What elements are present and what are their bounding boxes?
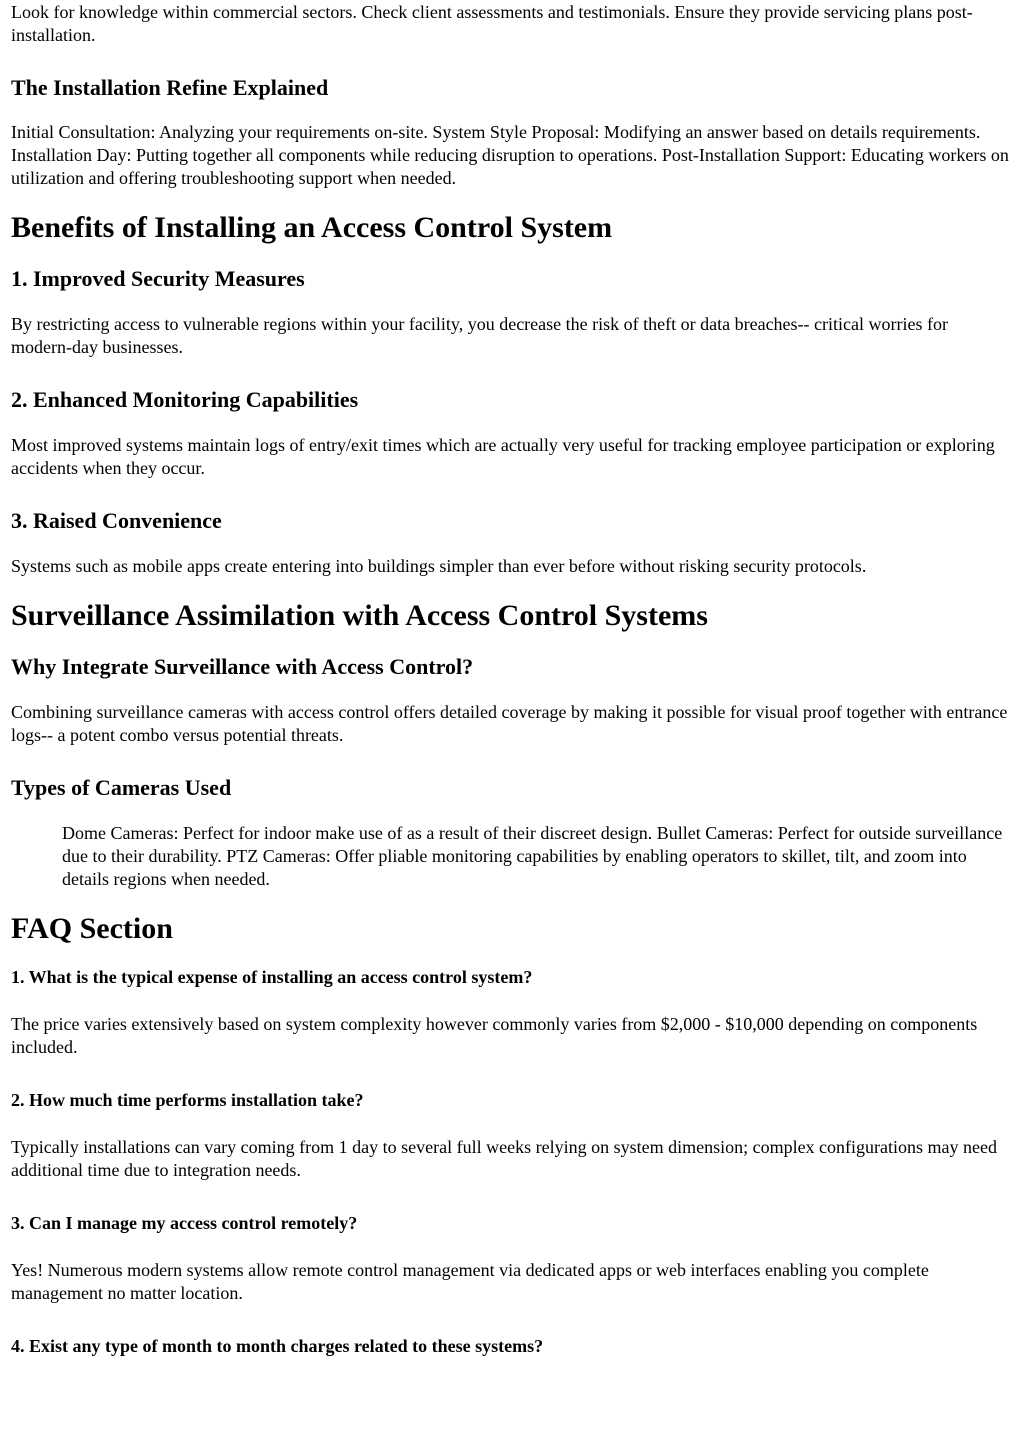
installation-paragraph: Initial Consultation: Analyzing your requirements on-site. System Style Proposal: Modifying an answer based on details requirements. Installation Day: Putting together all components while reducing disruption to operations. Post-Installation Support: Educating workers on utilization and offering troubleshooting support when needed. — [11, 122, 1009, 188]
benefit-3-heading: 3. Raised Convenience — [11, 508, 222, 533]
benefit-2-heading: 2. Enhanced Monitoring Capabilities — [11, 387, 359, 412]
faq-heading: FAQ Section — [11, 912, 173, 945]
benefit-1-paragraph: By restricting access to vulnerable regions within your facility, you decrease the risk of theft or data breaches-- critical worries for modern-day businesses. — [11, 314, 948, 357]
faq-answer-2: Typically installations can vary coming from 1 day to several full weeks relying on system dimension; complex configurations may need additional time due to integration needs. — [11, 1137, 998, 1180]
benefits-heading: Benefits of Installing an Access Control System — [11, 211, 613, 244]
surveillance-why-heading: Why Integrate Surveillance with Access Control? — [11, 654, 474, 679]
faq-answer-1: The price varies extensively based on system complexity however commonly varies from $2,000 - $10,000 depending on components included. — [11, 1014, 978, 1057]
faq-question-1: 1. What is the typical expense of installing an access control system? — [11, 967, 533, 987]
camera-types-quote: Dome Cameras: Perfect for indoor make use of as a result of their discreet design. Bullet Cameras: Perfect for outside surveillance due to their durability. PTZ Cameras: Offer pliable monitoring capabilities by enabling operators to skillet, tilt, and zoom into details regions when needed. — [62, 823, 1003, 889]
benefit-2-paragraph: Most improved systems maintain logs of entry/exit times which are actually very useful for tracking employee participation or exploring accidents when they occur. — [11, 435, 995, 478]
faq-answer-3: Yes! Numerous modern systems allow remote control management via dedicated apps or web interfaces enabling you complete management no matter location. — [11, 1260, 929, 1303]
faq-question-3: 3. Can I manage my access control remotely? — [11, 1213, 358, 1233]
intro-paragraph: Look for knowledge within commercial sectors. Check client assessments and testimonials. Ensure they provide servicing plans post-installation. — [11, 2, 973, 45]
benefit-3-paragraph: Systems such as mobile apps create entering into buildings simpler than ever before without risking security protocols. — [11, 556, 867, 576]
surveillance-heading: Surveillance Assimilation with Access Control Systems — [11, 599, 708, 632]
article-body — [0, 1, 1024, 1357]
installation-heading: The Installation Refine Explained — [11, 75, 329, 100]
camera-types-heading: Types of Cameras Used — [11, 775, 232, 800]
faq-question-2: 2. How much time performs installation take? — [11, 1090, 364, 1110]
faq-question-4: 4. Exist any type of month to month charges related to these systems? — [11, 1336, 544, 1356]
benefit-1-heading: 1. Improved Security Measures — [11, 266, 305, 291]
surveillance-why-paragraph: Combining surveillance cameras with access control offers detailed coverage by making it possible for visual proof together with entrance logs-- a potent combo versus potential threats. — [11, 702, 1008, 745]
